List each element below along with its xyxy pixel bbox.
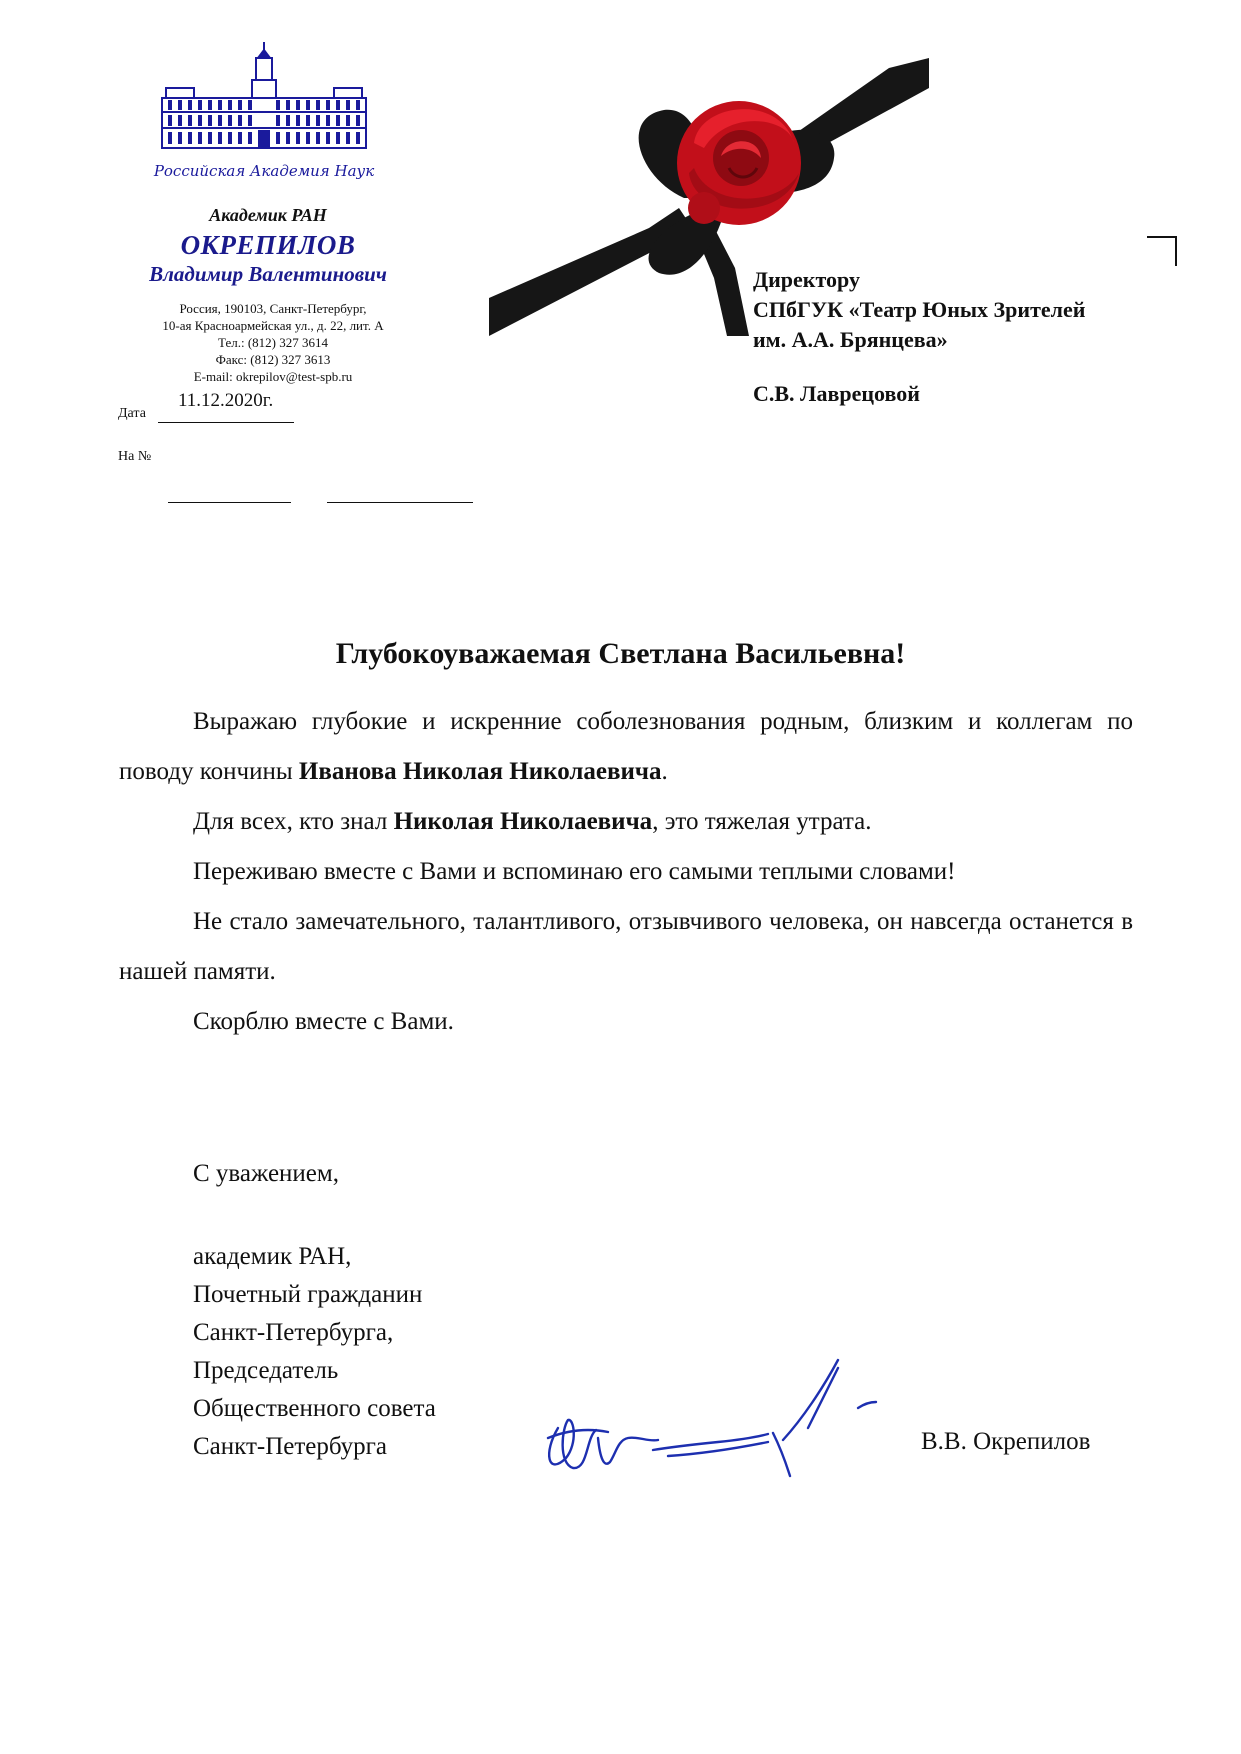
- academy-logo-icon: [148, 40, 380, 190]
- address-line: 10-ая Красноармейская ул., д. 22, лит. А: [162, 318, 384, 333]
- paragraph-text: Не стало замечательного, талантливого, отзывчивого человека, он навсегда останется в нашей памяти.: [119, 908, 1133, 985]
- recipient-organization: СПбГУК «Театр Юных Зрителей: [753, 297, 1086, 322]
- date-underline: [158, 422, 294, 423]
- date-label: Дата: [118, 406, 146, 421]
- paragraph: [119, 997, 1133, 1047]
- signer-title-line: Председатель: [193, 1357, 339, 1384]
- letter-date: 11.12.2020г.: [178, 390, 274, 411]
- paragraph-text: Переживаю вместе с Вами и вспоминаю его самыми теплыми словами!: [193, 858, 956, 885]
- svg-text:Российская Академия Наук: Российская Академия Наук: [153, 162, 375, 180]
- address-corner-mark: [1147, 236, 1177, 266]
- paragraph-text: Скорблю вместе с Вами.: [193, 1008, 454, 1035]
- paragraph: [119, 697, 1133, 797]
- reference-label: На №: [118, 449, 152, 464]
- closing-regards: С уважением,: [193, 1160, 339, 1187]
- handwritten-signature-icon: [538, 1358, 898, 1478]
- paragraph-text: , это тяжелая утрата.: [652, 808, 872, 835]
- signer-title-line: Почетный гражданин: [193, 1281, 423, 1308]
- signer-title-line: Санкт-Петербурга,: [193, 1319, 394, 1346]
- paragraph-text: .: [661, 758, 668, 785]
- recipient-position: Директору: [753, 267, 860, 292]
- paragraph-text: Для всех, кто знал: [193, 808, 394, 835]
- fax-line: Факс: (812) 327 3613: [215, 352, 331, 367]
- letter-greeting: Глубокоуважаемая Светлана Васильевна!: [335, 637, 906, 670]
- paragraph: [119, 847, 1133, 897]
- signer-name: В.В. Окрепилов: [921, 1428, 1091, 1455]
- email-line: E-mail: okrepilov@test-spb.ru: [193, 369, 353, 384]
- recipient-organization-cont: им. А.А. Брянцева»: [753, 327, 948, 352]
- sender-given-names: Владимир Валентинович: [149, 262, 387, 286]
- academic-rank: Академик РАН: [209, 205, 327, 225]
- reference-number-underline: [168, 502, 291, 503]
- recipient-name: С.В. Лаврецовой: [753, 381, 920, 406]
- letter-body: [119, 697, 1133, 1047]
- deceased-first-name: Николая Николаевича: [393, 808, 653, 835]
- signer-title-line: Общественного совета: [193, 1395, 436, 1422]
- signer-title-line: академик РАН,: [193, 1243, 352, 1270]
- deceased-name: Иванова Николая Николаевича: [298, 758, 662, 785]
- phone-line: Тел.: (812) 327 3614: [218, 335, 328, 350]
- paragraph-text: Выражаю глубокие и искренние соболезнования родным, близким и коллегам по поводу кончины: [119, 708, 1133, 785]
- address-line: Россия, 190103, Санкт-Петербург,: [179, 301, 367, 316]
- signer-titles: [193, 1238, 436, 1466]
- paragraph: [119, 797, 1133, 847]
- paragraph: [119, 897, 1133, 997]
- recipient-block: [753, 265, 1085, 355]
- signer-title-line: Санкт-Петербурга: [193, 1433, 388, 1460]
- sender-surname: ОКРЕПИЛОВ: [180, 230, 356, 260]
- sender-address: [108, 300, 438, 385]
- reference-date-underline: [327, 502, 473, 503]
